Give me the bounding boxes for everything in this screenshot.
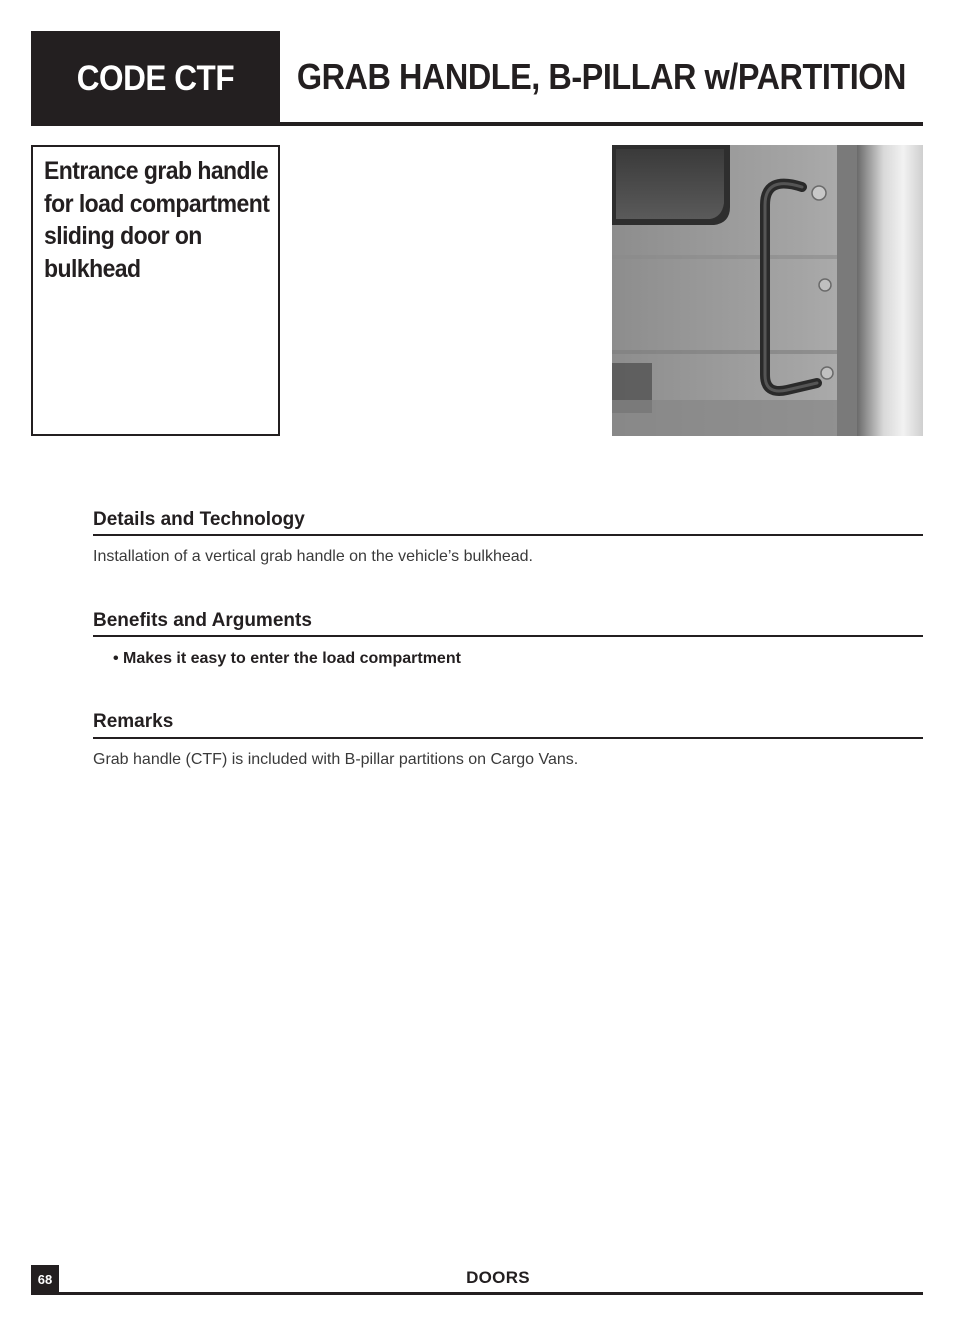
title-underline — [280, 122, 923, 126]
footer-section-label: DOORS — [466, 1268, 530, 1287]
summary-text: Entrance grab handle for load compartment sliding door on bulkhead — [44, 157, 270, 283]
page-title-text: GRAB HANDLE, B-PILLAR w/PARTITION — [296, 56, 907, 97]
code-badge — [31, 31, 280, 126]
page-number: 68 — [31, 1265, 59, 1293]
summary-box — [31, 145, 280, 436]
section-rule-remarks — [93, 737, 923, 739]
section-text-details: Installation of a vertical grab handle on the vehicle’s bulkhead. — [93, 548, 533, 565]
section-heading-remarks: Remarks — [93, 711, 174, 732]
section-heading-benefits: Benefits and Arguments — [93, 610, 312, 631]
section-rule-details — [93, 534, 923, 536]
code-label: CODE CTF — [76, 58, 235, 98]
section-rule-benefits — [93, 635, 923, 637]
section-heading-details: Details and Technology — [93, 509, 305, 530]
benefit-bullet: • Makes it easy to enter the load compartment — [113, 650, 461, 667]
footer-rule — [31, 1292, 923, 1295]
section-text-remarks: Grab handle (CTF) is included with B-pillar partitions on Cargo Vans. — [93, 751, 579, 768]
grab-handle-photo — [612, 145, 923, 436]
page-title — [280, 31, 923, 123]
